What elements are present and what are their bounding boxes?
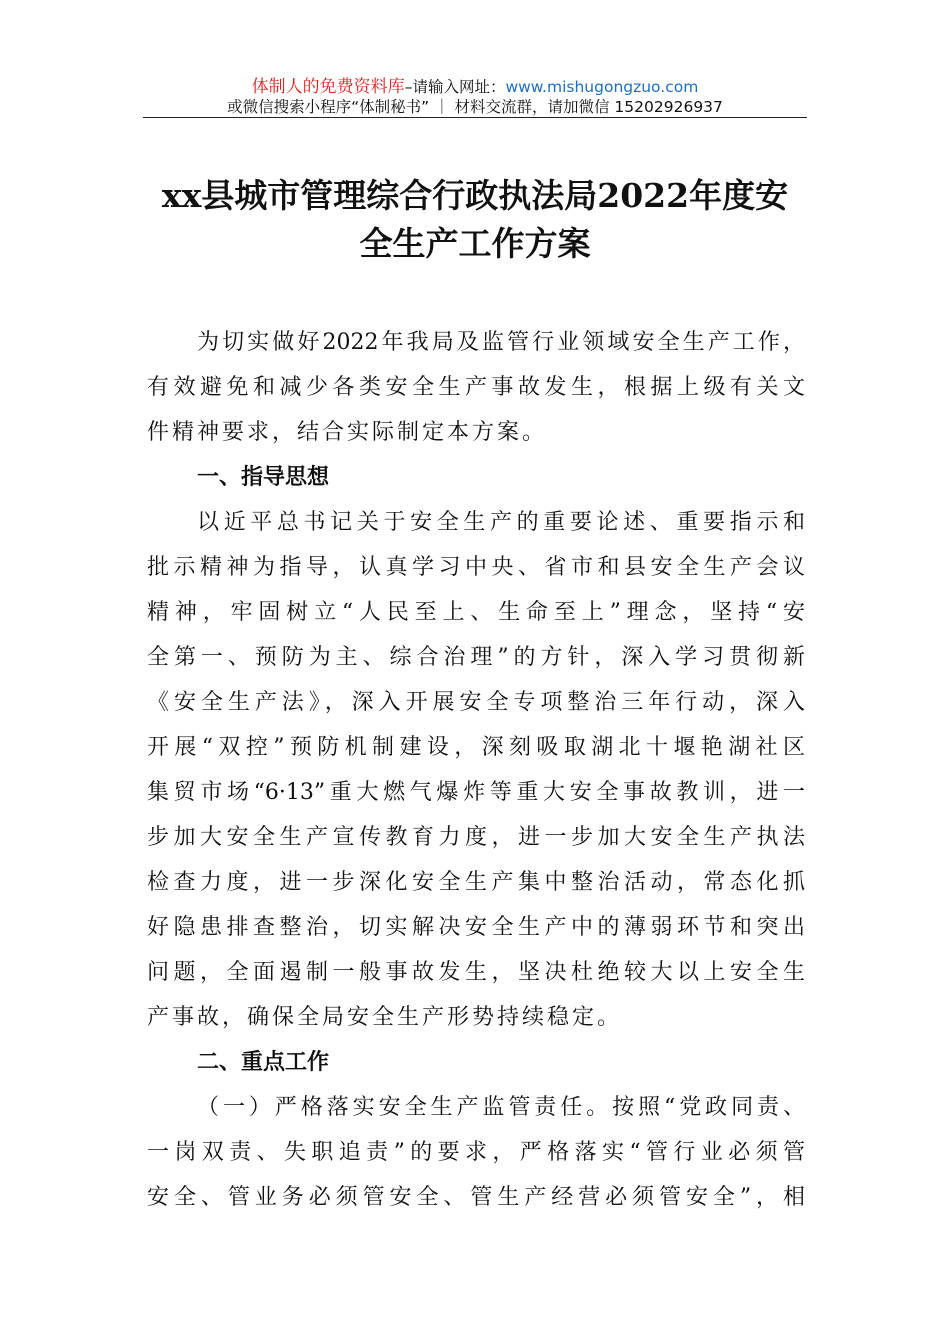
title-line: 全生产工作方案 xyxy=(359,224,591,263)
paragraph-line: 以近平总书记关于安全生产的重要论述、重要指示和 xyxy=(197,510,805,535)
paragraph-line: 为切实做好2022年我局及监管行业领域安全生产工作， xyxy=(197,330,805,355)
paragraph-line: 批示精神为指导，认真学习中央、省市和县安全生产会议 xyxy=(147,555,805,580)
paragraph-line: 一岗双责、失职追责”的要求，严格落实“管行业必须管 xyxy=(147,1140,805,1165)
paragraph-line: （一）严格落实安全生产监管责任。按照“党政同责、 xyxy=(197,1095,805,1120)
paragraph-line: 《安全生产法》，深入开展安全专项整治三年行动，深入 xyxy=(147,690,805,715)
paragraph-line: 检查力度，进一步深化安全生产集中整治活动，常态化抓 xyxy=(147,870,805,895)
brand-text: 体制人的免费资料库 xyxy=(251,77,405,97)
paragraph-line: 好隐患排查整治，切实解决安全生产中的薄弱环节和突出 xyxy=(147,915,805,940)
paragraph-line: 安全、管业务必须管安全、管生产经营必须管安全”，相 xyxy=(147,1185,805,1210)
paragraph-line: 产事故，确保全局安全生产形势持续稳定。 xyxy=(147,1005,623,1030)
paragraph-line: 集贸市场“6·13”重大燃气爆炸等重大安全事故教训，进一 xyxy=(147,780,805,805)
paragraph-line: 问题，全面遏制一般事故发生，坚决杜绝较大以上安全生 xyxy=(147,960,805,985)
title-line: xx县城市管理综合行政执法局2022年度安 xyxy=(161,176,789,215)
header-divider xyxy=(143,117,807,118)
section-heading: 一、指导思想 xyxy=(197,465,330,490)
section-heading: 二、重点工作 xyxy=(197,1050,330,1075)
document-title xyxy=(140,172,810,268)
paragraph-line: 步加大安全生产宣传教育力度，进一步加大安全生产执法 xyxy=(147,825,805,850)
paragraph-line: 全第一、预防为主、综合治理”的方针，深入学习贯彻新 xyxy=(147,645,805,670)
paragraph-line: 件精神要求，结合实际制定本方案。 xyxy=(147,420,548,445)
prompt-text: –请输入网址： xyxy=(404,78,506,96)
watermark-header-line1 xyxy=(0,72,950,97)
paragraph-line: 开展“双控”预防机制建设，深刻吸取湖北十堰艳湖社区 xyxy=(147,735,805,760)
site-link[interactable]: www.mishugongzuo.com xyxy=(505,78,699,96)
watermark-header-line2: 或微信搜索小程序“体制秘书” ｜ 材料交流群，请加微信 15202926937 xyxy=(227,98,723,116)
paragraph-line: 有效避免和减少各类安全生产事故发生，根据上级有关文 xyxy=(147,375,805,400)
paragraph-line: 精神，牢固树立“人民至上、生命至上”理念，坚持“安 xyxy=(147,600,805,625)
